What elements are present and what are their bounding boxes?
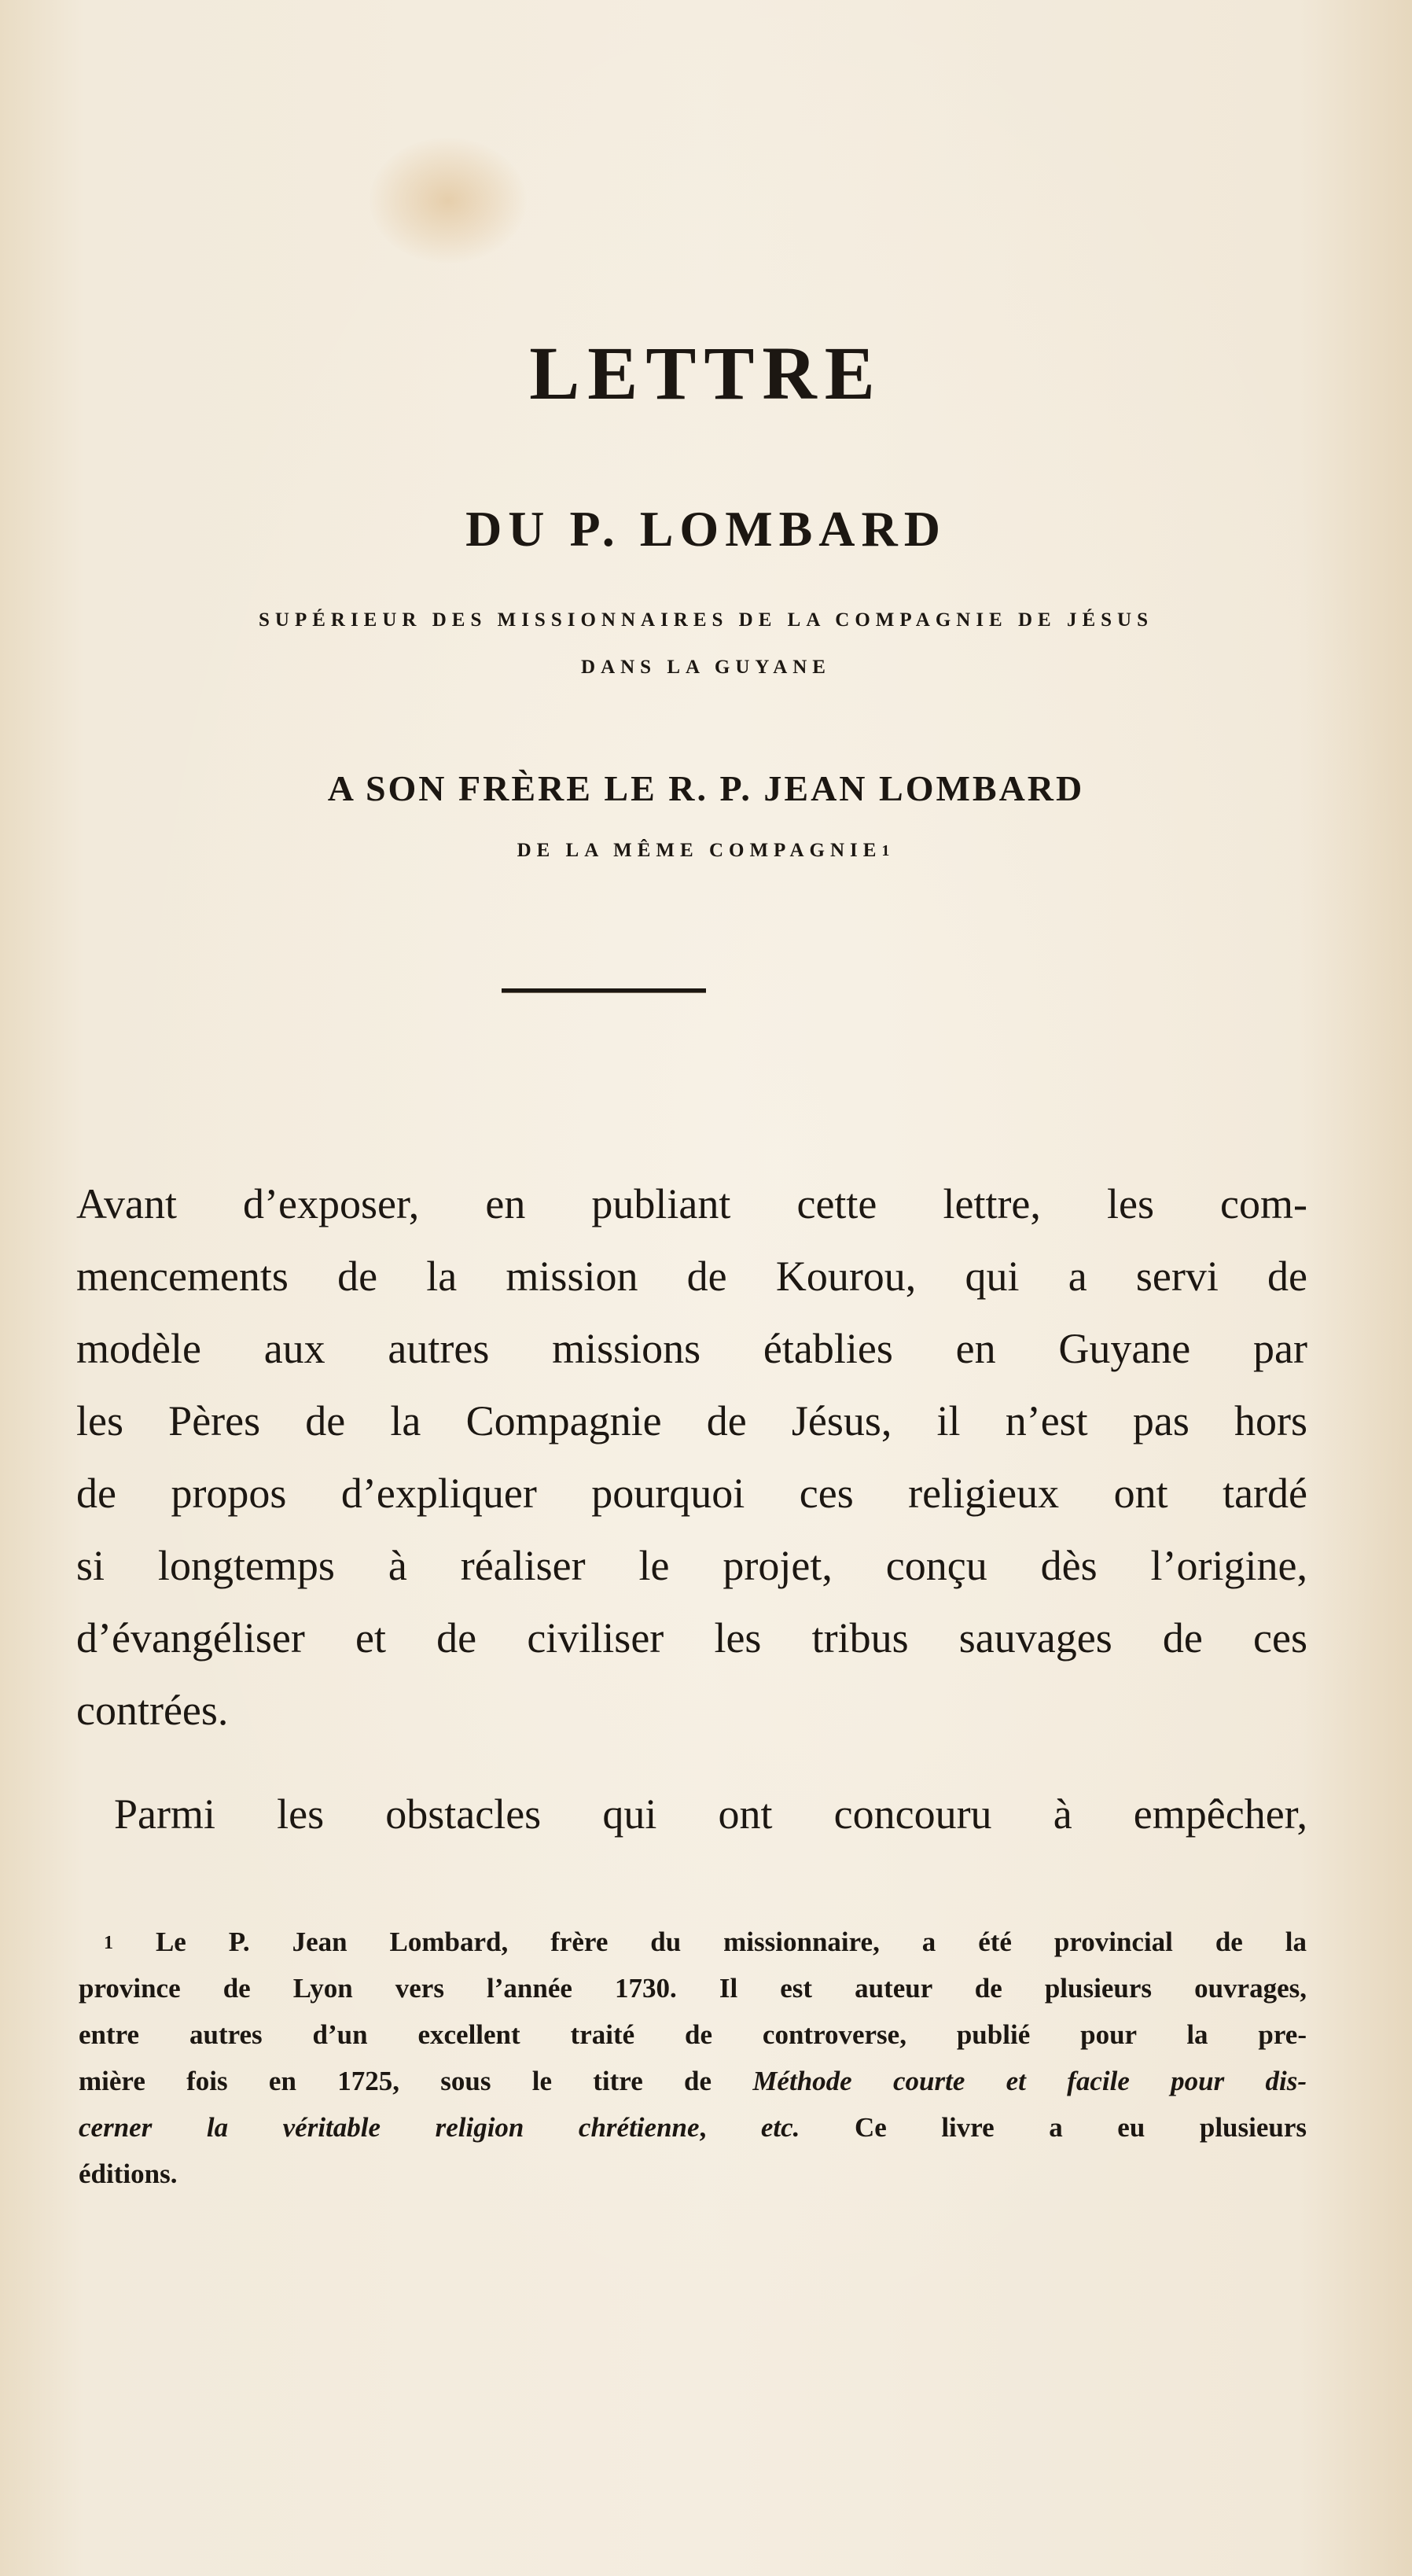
text-line: les Pères de la Compagnie de Jésus, il n’est pas hors xyxy=(76,1397,1307,1444)
book-title-italic: cerner la véritable religion chrétienne xyxy=(79,2112,700,2143)
footnote-line: entre autres d’un excellent traité de controverse, publié pour la pre- xyxy=(79,2019,1307,2050)
recipient-heading: A SON FRÈRE LE R. P. JEAN LOMBARD xyxy=(327,768,1085,808)
footnote-mark: 1 xyxy=(104,1933,113,1953)
footnote-text: , xyxy=(699,2112,761,2143)
author-role-line-1: SUPÉRIEUR DES MISSIONNAIRES DE LA COMPAGNIE DE JÉSUS xyxy=(259,609,1153,631)
page-title: LETTRE xyxy=(529,331,883,415)
footnote-text: mière fois en 1725, sous le titre de xyxy=(79,2066,753,2096)
text-line: si longtemps à réaliser le projet, conçu dès l’origine, xyxy=(76,1542,1307,1589)
footnote-line: éditions. xyxy=(79,2158,178,2189)
author-role-line-2: DANS LA GUYANE xyxy=(581,657,831,678)
footnote-reference: 1 xyxy=(881,842,895,859)
text-line: modèle aux autres missions établies en Guyane par xyxy=(76,1325,1307,1372)
text-line: Parmi les obstacles qui ont concouru à empêcher, xyxy=(114,1790,1307,1838)
recipient-detail xyxy=(0,838,1412,863)
author-heading: DU P. LOMBARD xyxy=(465,501,947,557)
text-line: contrées. xyxy=(76,1687,229,1734)
recipient-detail-text: DE LA MÊME COMPAGNIE xyxy=(517,840,882,861)
book-title-italic: Méthode courte et facile pour dis- xyxy=(752,2066,1307,2096)
footnote-text: Le P. Jean Lombard, frère du missionnaire, a été provincial de la xyxy=(155,1926,1307,1957)
paper-stain xyxy=(370,138,527,263)
footnote-line xyxy=(79,2058,1307,2104)
footnote-line: province de Lyon vers l’année 1730. Il est auteur de plusieurs ouvrages, xyxy=(79,1973,1307,2004)
footnote-line xyxy=(79,2104,1307,2151)
footnote-line xyxy=(79,1919,1307,1965)
text-line: d’évangéliser et de civiliser les tribus sauvages de ces xyxy=(76,1614,1307,1662)
text-line: Avant d’exposer, en publiant cette lettre, les com- xyxy=(76,1180,1307,1227)
paragraph-2 xyxy=(76,1778,1307,1850)
etc-italic: etc. xyxy=(760,2112,800,2143)
text-line: mencements de la mission de Kourou, qui a servi de xyxy=(76,1253,1307,1300)
footnote xyxy=(79,1919,1307,2197)
text-line: de propos d’expliquer pourquoi ces religieux ont tardé xyxy=(76,1470,1307,1517)
section-divider xyxy=(502,988,706,993)
footnote-text: Ce livre a eu plusieurs xyxy=(800,2112,1307,2143)
paragraph-1 xyxy=(76,1168,1307,1746)
